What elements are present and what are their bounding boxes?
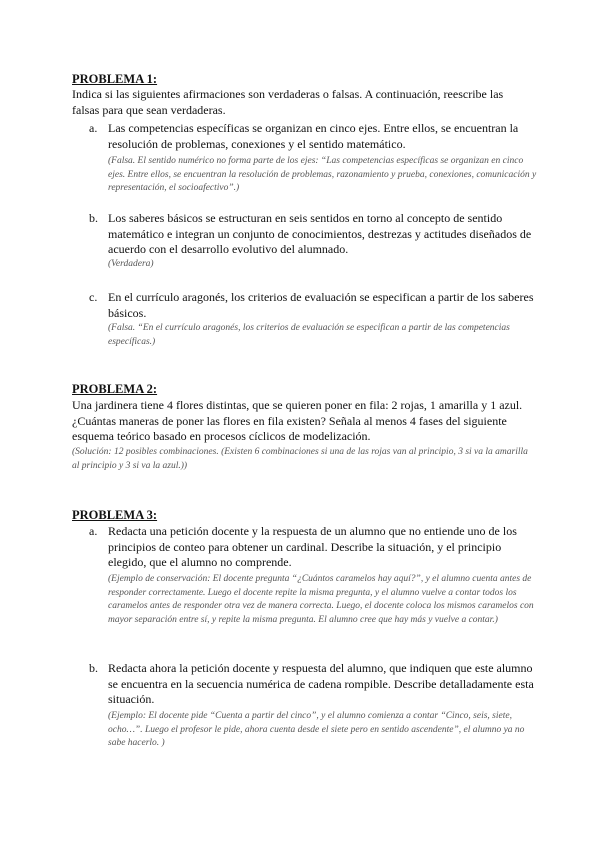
problem-1-title: PROBLEMA 1:	[72, 72, 158, 86]
problem-1-intro: Indica si las siguientes afirmaciones son verdaderas o falsas. A continuación, reescribe las falsas para que sean verdaderas.	[72, 87, 504, 117]
problem-3-item-a-text: Redacta una petición docente y la respuesta de un alumno que no entiende uno de los principios de conteo para obtener un cardinal. Describe la situación, y el principio elegido, que el alumno no comprende.	[108, 524, 517, 569]
problem-3-item-b-text: Redacta ahora la petición docente y respuesta del alumno, que indiquen que este alumno se encuentra en la secuencia numérica de cadena rompible. Describe detalladamente esta situación.	[108, 661, 534, 706]
problem-1-item-a-marker: a.	[89, 121, 98, 135]
problem-1-item-c-marker: c.	[89, 290, 98, 304]
problem-1-item-c-text: En el currículo aragonés, los criterios de evaluación se especifican a partir de los saberes básicos.	[108, 290, 534, 320]
problem-3-item-a-marker: a.	[89, 524, 98, 538]
problem-3-item-b-marker: b.	[89, 661, 98, 675]
problem-2-text: Una jardinera tiene 4 flores distintas, que se quieren poner en fila: 2 rojas, 1 amarilla y 1 azul. ¿Cuántas maneras de poner las flores en fila existen? Señala al menos 4 fases del siguiente esquema teórico basado en procesos cíclicos de modelización.	[72, 398, 523, 443]
problem-3-item-b-answer: (Ejemplo: El docente pide “Cuenta a partir del cinco”, y el alumno comienza a contar “Cinco, seis, siete, ocho…”. Luego el profesor le pide, ahora cuenta desde el siete pero en sentido ascendente”, el alumno ya no sabe hacerlo. )	[108, 711, 525, 748]
problem-3-title: PROBLEMA 3:	[72, 508, 158, 522]
problem-1-item-b-marker: b.	[89, 211, 98, 225]
problem-1-item-c-answer: (Falsa. “En el currículo aragonés, los criterios de evaluación se especifican a partir de las competencias específicas.)	[108, 323, 510, 347]
problem-1-item-b-text: Los saberes básicos se estructuran en seis sentidos en torno al concepto de sentido matemático e integran un conjunto de conocimientos, destrezas y actitudes diseñados de acuerdo con el desarrollo evolutivo del alumnado.	[108, 211, 532, 256]
problem-3-item-a-answer: (Ejemplo de conservación: El docente pregunta “¿Cuántos caramelos hay aquí?”, y el alumno cuenta antes de responder correctamente. Luego el docente repite la misma pregunta, y el alumno vuelve a contar todos los caramelos antes de responder otra vez de manera correcta. Luego, el docente coloca los mismos caramelos con mayor separación entre sí, y repite la misma pregunta. El alumno cree que hay más y vuelve a contar.)	[108, 574, 534, 625]
problem-2-title: PROBLEMA 2:	[72, 382, 158, 396]
problem-1-item-b-answer: (Verdadera)	[108, 259, 154, 269]
problem-1-item-a-text: Las competencias específicas se organizan en cinco ejes. Entre ellos, se encuentran la resolución de problemas, conexiones y el sentido matemático.	[108, 121, 519, 151]
problem-1-item-a-answer: (Falsa. El sentido numérico no forma parte de los ejes: “Las competencias específicas se organizan en cinco ejes. Entre ellos, se encuentran la resolución de problemas, razonamiento y prueba, conexiones, comunicación y representación, el socioafectivo”.)	[108, 156, 537, 193]
problem-2-answer: (Solución: 12 posibles combinaciones. (Existen 6 combinaciones si una de las rojas van al principio, 3 si va la amarilla al principio y 3 si va la azul.))	[72, 447, 528, 471]
